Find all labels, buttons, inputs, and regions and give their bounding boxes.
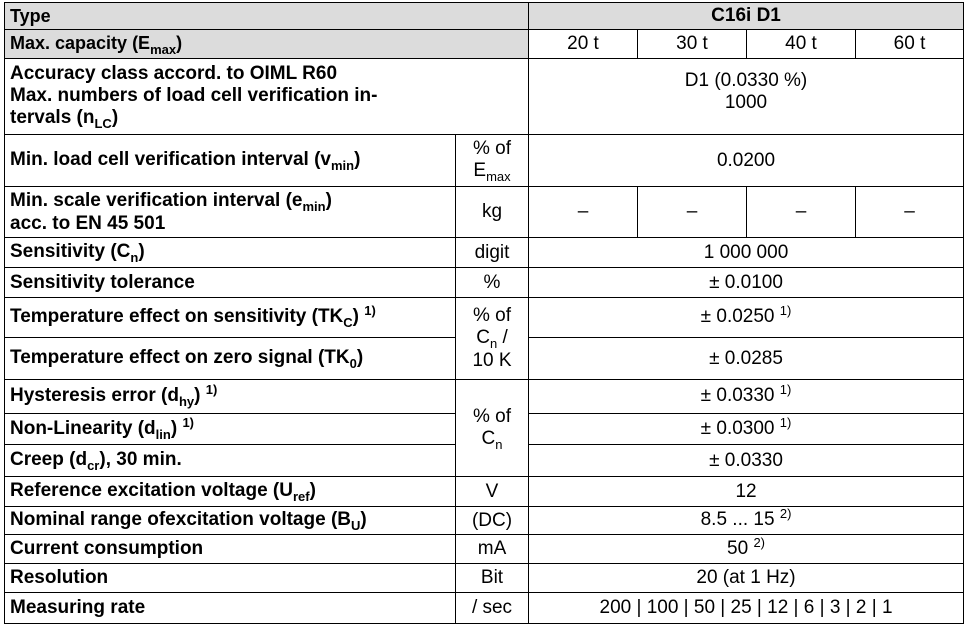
capacity-20t: 20 t	[529, 30, 638, 59]
current-label: Current consumption	[5, 535, 456, 564]
sens-tolerance-unit: %	[456, 268, 529, 298]
type-label: Type	[5, 3, 529, 30]
nonlinearity-label: Non-Linearity $(d_{lin})$ $^{1)}$	[5, 414, 456, 445]
tk-c-value: ± 0.0250 $^{1)}$	[529, 298, 964, 338]
row-type	[5, 3, 964, 30]
tk-c-label: Temperature effect on sensitivity $(TK_C)$ $^{1)}$	[5, 298, 456, 338]
ref-excitation-unit: V	[456, 477, 529, 507]
resolution-unit: Bit	[456, 564, 529, 593]
row-capacity	[5, 30, 964, 59]
min-scale-interval-label: Min. scale verification interval $(e_{min})$ acc. to EN 45 501	[5, 187, 456, 238]
sens-tolerance-value: ± 0.0100	[529, 268, 964, 298]
ref-excitation-label: Reference excitation voltage $(U_{ref})$	[5, 477, 456, 507]
spec-table	[4, 2, 964, 624]
model-name: C16i D1	[529, 3, 964, 30]
capacity-40t: 40 t	[747, 30, 856, 59]
measuring-rate-label: Measuring rate	[5, 593, 456, 624]
creep-value: ± 0.0330	[529, 445, 964, 477]
creep-label: Creep $(d_{cr})$, 30 min.	[5, 445, 456, 477]
sensitivity-value: 1 000 000	[529, 238, 964, 268]
hysteresis-value: ± 0.0330 $^{1)}$	[529, 380, 964, 414]
hysteresis-label: Hysteresis error $(d_{hy})$ $^{1)}$	[5, 380, 456, 414]
min-scale-interval-40t: –	[747, 187, 856, 238]
min-scale-interval-20t: –	[529, 187, 638, 238]
resolution-label: Resolution	[5, 564, 456, 593]
nonlinearity-value: ± 0.0300 $^{1)}$	[529, 414, 964, 445]
row-tk-c	[5, 298, 964, 338]
cn-unit: % of $C_n$	[456, 380, 529, 477]
measuring-rate-unit: / sec	[456, 593, 529, 624]
row-sensitivity	[5, 238, 964, 268]
accuracy-value: D1 (0.0330 %) 1000	[529, 59, 964, 135]
capacity-label: Max. capacity $(E_{max})$	[5, 30, 529, 59]
min-lc-interval-label: Min. load cell verification interval $(v_{min})$	[5, 135, 456, 187]
row-min-lc-interval	[5, 135, 964, 187]
sensitivity-unit: digit	[456, 238, 529, 268]
min-lc-interval-unit: % of $E_{max}$	[456, 135, 529, 187]
row-current	[5, 535, 964, 564]
current-value: 50 $^{2)}$	[529, 535, 964, 564]
row-ref-excitation	[5, 477, 964, 507]
row-resolution	[5, 564, 964, 593]
min-scale-interval-30t: –	[638, 187, 747, 238]
current-unit: mA	[456, 535, 529, 564]
row-nominal-range	[5, 507, 964, 535]
nominal-range-label: Nominal range ofexcitation voltage $(B_U)$	[5, 507, 456, 535]
capacity-60t: 60 t	[856, 30, 964, 59]
min-lc-interval-value: 0.0200	[529, 135, 964, 187]
row-min-scale-interval	[5, 187, 964, 238]
ref-excitation-value: 12	[529, 477, 964, 507]
nominal-range-value: 8.5 ... 15 $^{2)}$	[529, 507, 964, 535]
sensitivity-label: Sensitivity $(C_n)$	[5, 238, 456, 268]
min-scale-interval-unit: kg	[456, 187, 529, 238]
accuracy-label: Accuracy class accord. to OIML R60 Max. numbers of load cell verification in- tervals $(n_{LC})$	[5, 59, 529, 135]
measuring-rate-value: 200 | 100 | 50 | 25 | 12 | 6 | 3 | 2 | 1	[529, 593, 964, 624]
sens-tolerance-label: Sensitivity tolerance	[5, 268, 456, 298]
min-scale-interval-60t: –	[856, 187, 964, 238]
row-hysteresis	[5, 380, 964, 414]
tk-0-value: ± 0.0285	[529, 338, 964, 380]
capacity-30t: 30 t	[638, 30, 747, 59]
tk-unit: % of $C_n$ / 10 K	[456, 298, 529, 380]
row-sensitivity-tolerance	[5, 268, 964, 298]
row-measuring-rate	[5, 593, 964, 624]
tk-0-label: Temperature effect on zero signal $(TK_0)$	[5, 338, 456, 380]
row-accuracy	[5, 59, 964, 135]
nominal-range-unit: (DC)	[456, 507, 529, 535]
resolution-value: 20 (at 1 Hz)	[529, 564, 964, 593]
